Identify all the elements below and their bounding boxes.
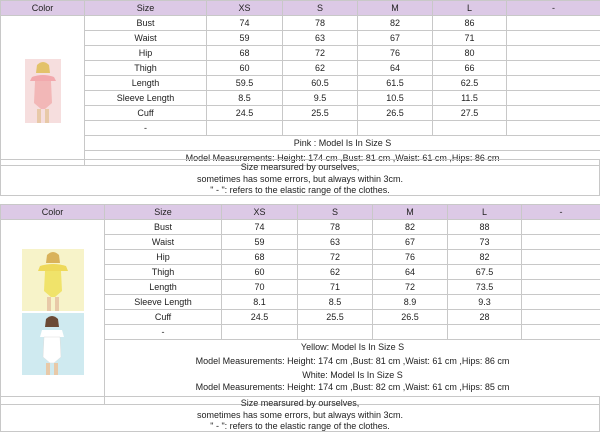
yellow-model-size-note: Yellow: Model Is In Size S <box>105 340 600 355</box>
cell-l: 11.5 <box>433 91 507 106</box>
cell-xs: 59 <box>207 31 283 46</box>
cell-xs: 60 <box>207 61 283 76</box>
cell-dash <box>507 31 600 46</box>
table-header-row <box>1 205 600 220</box>
cell-dash <box>522 325 600 340</box>
disclaimer-line: Size mearsured by ourselves, <box>1 162 599 174</box>
cell-l: 86 <box>433 16 507 31</box>
row-label: Hip <box>85 46 207 61</box>
row-label: Hip <box>105 250 222 265</box>
row-label: Waist <box>85 31 207 46</box>
cell-dash <box>522 295 600 310</box>
table-row <box>1 16 600 31</box>
cell-dash <box>507 91 600 106</box>
cell-l: 88 <box>448 220 522 235</box>
cell-m: 82 <box>358 16 433 31</box>
cell-xs: 8.5 <box>207 91 283 106</box>
cell-s: 72 <box>298 250 373 265</box>
model-measurements-note: Model Measurements: Height: 174 cm ,Bust: 81 cm ,Waist: 61 cm ,Hips: 86 cm <box>85 151 600 166</box>
cell-l: 67.5 <box>448 265 522 280</box>
header-s: S <box>283 1 358 16</box>
table-header-row <box>1 1 600 16</box>
cell-s: 72 <box>283 46 358 61</box>
white-model-measurements-note: Model Measurements: Height: 174 cm ,Bust: 82 cm ,Waist: 61 cm ,Hips: 85 cm <box>105 382 600 405</box>
row-label: Waist <box>105 235 222 250</box>
row-label: Sleeve Length <box>105 295 222 310</box>
cell-m <box>373 325 448 340</box>
cell-s: 63 <box>298 235 373 250</box>
header-color: Color <box>1 1 85 16</box>
row-label: Thigh <box>85 61 207 76</box>
cell-l <box>448 325 522 340</box>
cell-s <box>298 325 373 340</box>
cell-xs: 59 <box>222 235 298 250</box>
cell-m <box>358 121 433 136</box>
cell-dash <box>522 265 600 280</box>
header-dash: - <box>507 1 600 16</box>
cell-dash <box>507 61 600 76</box>
cell-m: 82 <box>373 220 448 235</box>
product-photo-cell <box>1 220 105 405</box>
row-label: Length <box>85 76 207 91</box>
cell-xs: 68 <box>207 46 283 61</box>
cell-m: 10.5 <box>358 91 433 106</box>
disclaimer-line: sometimes has some errors, but always within 3cm. <box>1 410 599 422</box>
table-row <box>1 220 600 235</box>
cell-m: 67 <box>373 235 448 250</box>
cell-xs: 60 <box>222 265 298 280</box>
cell-l: 80 <box>433 46 507 61</box>
row-label: Bust <box>85 16 207 31</box>
cell-m: 8.9 <box>373 295 448 310</box>
cell-l: 28 <box>448 310 522 325</box>
cell-s: 60.5 <box>283 76 358 91</box>
row-label: Thigh <box>105 265 222 280</box>
cell-s: 78 <box>298 220 373 235</box>
yellow-model-measurements-note: Model Measurements: Height: 174 cm ,Bust: 81 cm ,Waist: 61 cm ,Hips: 86 cm <box>105 354 600 368</box>
cell-xs: 24.5 <box>207 106 283 121</box>
cell-dash <box>522 235 600 250</box>
size-table-pink <box>0 0 600 166</box>
header-color: Color <box>1 205 105 220</box>
cell-xs: 74 <box>222 220 298 235</box>
cell-l: 27.5 <box>433 106 507 121</box>
header-xs: XS <box>222 205 298 220</box>
pink-bodysuit-photo <box>25 59 61 123</box>
cell-m: 64 <box>358 61 433 76</box>
cell-dash <box>522 280 600 295</box>
size-chart-table <box>0 204 600 405</box>
cell-l: 73.5 <box>448 280 522 295</box>
header-m: M <box>373 205 448 220</box>
cell-xs: 70 <box>222 280 298 295</box>
cell-m: 26.5 <box>358 106 433 121</box>
disclaimer-line: sometimes has some errors, but always within 3cm. <box>1 174 599 186</box>
cell-xs: 59.5 <box>207 76 283 91</box>
header-m: M <box>358 1 433 16</box>
header-size: Size <box>85 1 207 16</box>
cell-m: 67 <box>358 31 433 46</box>
cell-l: 9.3 <box>448 295 522 310</box>
cell-xs <box>222 325 298 340</box>
measurement-disclaimer <box>0 159 600 196</box>
white-bodysuit-photo <box>22 313 84 375</box>
model-size-note: Pink : Model Is In Size S <box>85 136 600 151</box>
cell-l: 82 <box>448 250 522 265</box>
cell-dash <box>522 220 600 235</box>
product-photo-cell <box>1 16 85 166</box>
row-label: Cuff <box>85 106 207 121</box>
row-label: Sleeve Length <box>85 91 207 106</box>
cell-s: 9.5 <box>283 91 358 106</box>
cell-m: 26.5 <box>373 310 448 325</box>
cell-l: 62.5 <box>433 76 507 91</box>
row-label: - <box>105 325 222 340</box>
cell-dash <box>522 310 600 325</box>
cell-m: 61.5 <box>358 76 433 91</box>
disclaimer-line: " - ": refers to the elastic range of the clothes. <box>1 421 599 433</box>
cell-m: 72 <box>373 280 448 295</box>
model-note-row <box>1 136 600 151</box>
cell-m: 76 <box>373 250 448 265</box>
table-row <box>1 91 600 106</box>
cell-s: 8.5 <box>298 295 373 310</box>
header-s: S <box>298 205 373 220</box>
disclaimer-line: " - ": refers to the elastic range of the clothes. <box>1 185 599 197</box>
table-row <box>1 106 600 121</box>
table-row <box>1 31 600 46</box>
cell-dash <box>522 250 600 265</box>
cell-s <box>283 121 358 136</box>
cell-s: 63 <box>283 31 358 46</box>
cell-dash <box>507 16 600 31</box>
size-chart-table <box>0 0 600 166</box>
cell-l <box>433 121 507 136</box>
row-label: Bust <box>105 220 222 235</box>
measurement-disclaimer <box>0 396 600 432</box>
cell-dash <box>507 106 600 121</box>
cell-xs <box>207 121 283 136</box>
cell-l: 71 <box>433 31 507 46</box>
cell-xs: 24.5 <box>222 310 298 325</box>
cell-xs: 74 <box>207 16 283 31</box>
table-row <box>1 76 600 91</box>
cell-m: 64 <box>373 265 448 280</box>
row-label: - <box>85 121 207 136</box>
cell-dash <box>507 46 600 61</box>
cell-s: 71 <box>298 280 373 295</box>
cell-s: 25.5 <box>283 106 358 121</box>
header-l: L <box>448 205 522 220</box>
cell-xs: 8.1 <box>222 295 298 310</box>
cell-m: 76 <box>358 46 433 61</box>
yellow-bodysuit-photo <box>22 249 84 311</box>
white-model-size-note: White: Model Is In Size S <box>105 368 600 382</box>
cell-xs: 68 <box>222 250 298 265</box>
cell-l: 73 <box>448 235 522 250</box>
cell-s: 62 <box>298 265 373 280</box>
cell-s: 25.5 <box>298 310 373 325</box>
size-table-yellow-white <box>0 204 600 405</box>
cell-dash <box>507 76 600 91</box>
disclaimer-line: Size mearsured by ourselves, <box>1 398 599 410</box>
header-l: L <box>433 1 507 16</box>
row-label: Length <box>105 280 222 295</box>
row-label: Cuff <box>105 310 222 325</box>
header-xs: XS <box>207 1 283 16</box>
cell-s: 78 <box>283 16 358 31</box>
table-row <box>1 61 600 76</box>
cell-dash <box>507 121 600 136</box>
cell-s: 62 <box>283 61 358 76</box>
cell-l: 66 <box>433 61 507 76</box>
header-size: Size <box>105 205 222 220</box>
header-dash: - <box>522 205 600 220</box>
table-row <box>1 121 600 136</box>
table-row <box>1 46 600 61</box>
